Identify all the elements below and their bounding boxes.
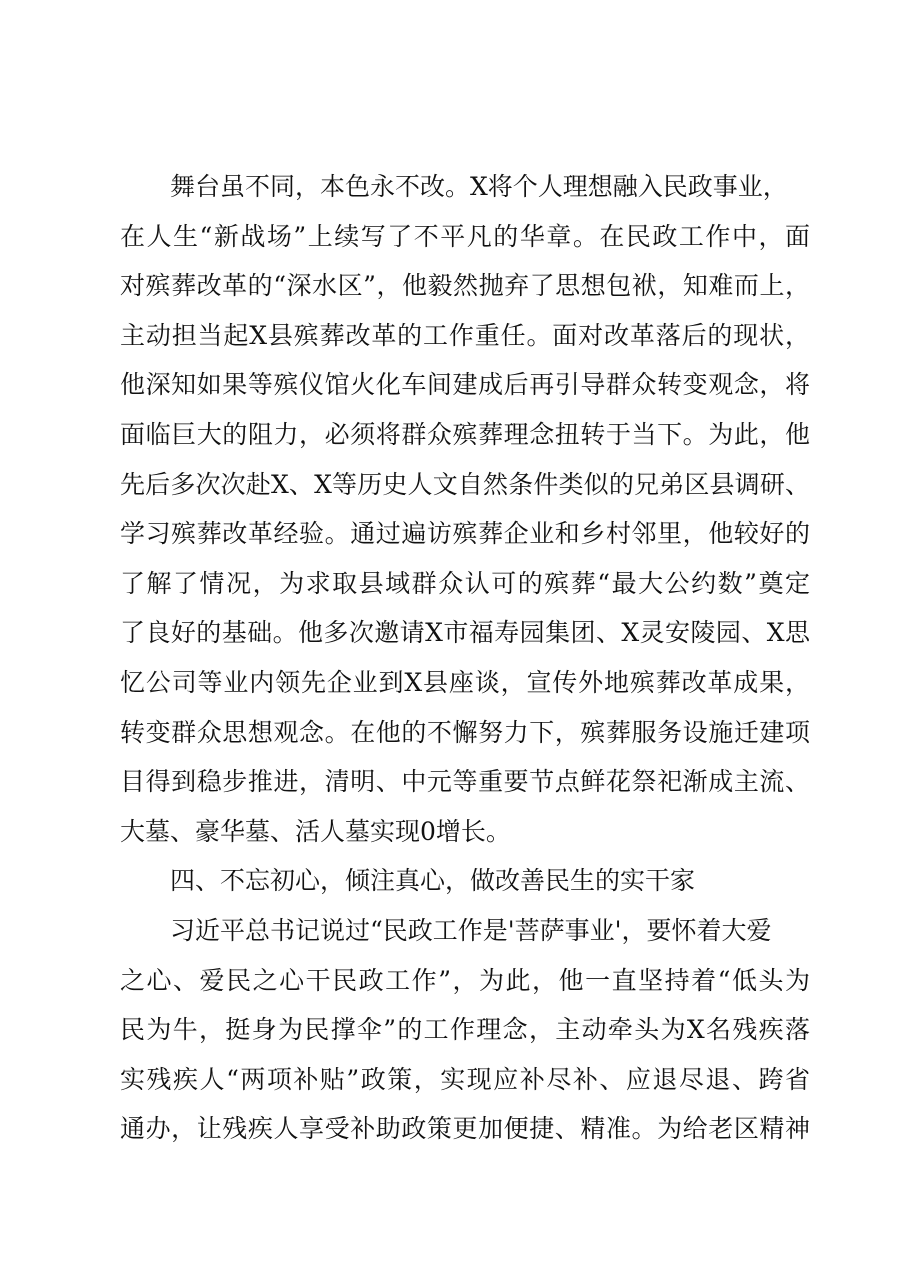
text-line: 转变群众思想观念。在他的不懈努力下，殡葬服务设施迁建项 (120, 717, 810, 747)
text-line: 主动担当起X县殡葬改革的工作重任。面对改革落后的现状， (120, 320, 810, 350)
text-line: 大墓、豪华墓、活人墓实现0增长。 (120, 816, 511, 846)
text-line: 了解了情况，为求取县域群众认可的殡葬“最大公约数”奠定 (120, 568, 810, 598)
text-line: 了良好的基础。他多次邀请X市福寿园集团、X灵安陵园、X思 (120, 618, 810, 648)
text-line: 对殡葬改革的“深水区”，他毅然抛弃了思想包袱，知难而上， (120, 271, 810, 301)
text-line: 忆公司等业内领先企业到X县座谈，宣传外地殡葬改革成果， (120, 667, 810, 697)
text-line: 通办，让残疾人享受补助政策更加便捷、精准。为给老区精神 (120, 1114, 810, 1144)
text-line: 先后多次次赴X、X等历史人文自然条件类似的兄弟区县调研、 (120, 469, 810, 499)
text-line: 目得到稳步推进，清明、中元等重要节点鲜花祭祀渐成主流、 (120, 767, 810, 797)
text-line: 舞台虽不同，本色永不改。X将个人理想融入民政事业， (170, 172, 788, 201)
section-heading: 四、不忘初心，倾注真心，做改善民生的实干家 (170, 866, 696, 896)
text-line: 之心、爱民之心干民政工作”，为此，他一直坚持着“低头为 (120, 965, 810, 995)
text-line: 习近平总书记说过“民政工作是'菩萨事业'，要怀着大爱 (170, 915, 772, 945)
body-text (120, 162, 810, 1154)
text-line: 面临巨大的阻力，必须将群众殡葬理念扭转于当下。为此，他 (120, 419, 810, 449)
text-line: 民为牛，挺身为民撑伞”的工作理念，主动牵头为X名残疾落 (120, 1015, 810, 1045)
text-line: 他深知如果等殡仪馆火化车间建成后再引导群众转变观念，将 (120, 370, 810, 400)
text-line: 学习殡葬改革经验。通过遍访殡葬企业和乡村邻里，他较好的 (120, 519, 810, 549)
text-line: 实残疾人“两项补贴”政策，实现应补尽补、应退尽退、跨省 (120, 1064, 810, 1094)
text-line: 在人生“新战场”上续写了不平凡的华章。在民政工作中，面 (120, 221, 810, 251)
